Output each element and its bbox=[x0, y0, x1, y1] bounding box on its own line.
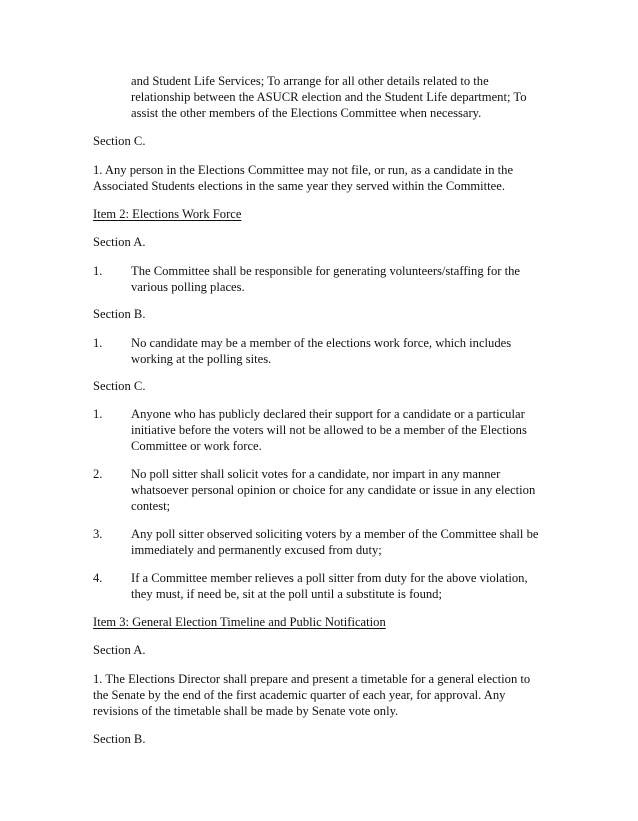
section-heading: Section A. bbox=[93, 643, 146, 657]
list-item-line: Anyone who has publicly declared their support for a candidate or a particular bbox=[131, 407, 525, 421]
paragraph-line: the Senate by the end of the first academic quarter of each year, for approval. Any bbox=[93, 688, 506, 702]
paragraph-line: revisions of the timetable shall be made by Senate vote only. bbox=[93, 704, 399, 718]
intro-line: relationship between the ASUCR election and the Student Life department; To bbox=[131, 90, 527, 104]
section-heading: Section B. bbox=[93, 307, 146, 321]
section-heading: Section C. bbox=[93, 379, 146, 393]
list-item-line: Committee or work force. bbox=[131, 439, 262, 453]
list-item-line: various polling places. bbox=[131, 280, 245, 294]
list-item-line: The Committee shall be responsible for generating volunteers/staffing for the bbox=[131, 264, 521, 278]
intro-line: assist the other members of the Elections Committee when necessary. bbox=[131, 106, 482, 120]
list-number: 2. bbox=[93, 467, 103, 481]
list-item-line: No poll sitter shall solicit votes for a candidate, nor impart in any manner bbox=[131, 467, 501, 481]
list-number: 3. bbox=[93, 527, 103, 541]
list-item-line: initiative before the voters will not be allowed to be a member of the Elections bbox=[131, 423, 527, 437]
list-item-line: contest; bbox=[131, 499, 171, 513]
section-heading: Section C. bbox=[93, 134, 146, 148]
list-number: 1. bbox=[93, 264, 103, 278]
list-number: 4. bbox=[93, 571, 103, 585]
paragraph-line: Associated Students elections in the same year they served within the Committee. bbox=[93, 179, 505, 193]
list-item-line: they must, if need be, sit at the poll until a substitute is found; bbox=[131, 587, 442, 601]
list-item-line: immediately and permanently excused from duty; bbox=[131, 543, 382, 557]
intro-line: and Student Life Services; To arrange for all other details related to the bbox=[131, 74, 489, 88]
list-item-line: Any poll sitter observed soliciting voters by a member of the Committee shall be bbox=[131, 527, 539, 541]
item-heading: Item 3: General Election Timeline and Public Notification bbox=[93, 615, 386, 629]
list-item-line: working at the polling sites. bbox=[131, 352, 272, 366]
list-item-line: No candidate may be a member of the elections work force, which includes bbox=[131, 336, 512, 350]
list-number: 1. bbox=[93, 336, 103, 350]
paragraph-line: 1. The Elections Director shall prepare and present a timetable for a general election to bbox=[93, 672, 531, 686]
list-item-line: If a Committee member relieves a poll sitter from duty for the above violation, bbox=[131, 571, 528, 585]
item-heading: Item 2: Elections Work Force bbox=[93, 207, 242, 221]
section-heading: Section B. bbox=[93, 732, 146, 746]
list-number: 1. bbox=[93, 407, 103, 421]
paragraph-line: 1. Any person in the Elections Committee may not file, or run, as a candidate in the bbox=[93, 163, 514, 177]
list-item-line: whatsoever personal opinion or choice for any candidate or issue in any election bbox=[131, 483, 536, 497]
section-heading: Section A. bbox=[93, 235, 146, 249]
